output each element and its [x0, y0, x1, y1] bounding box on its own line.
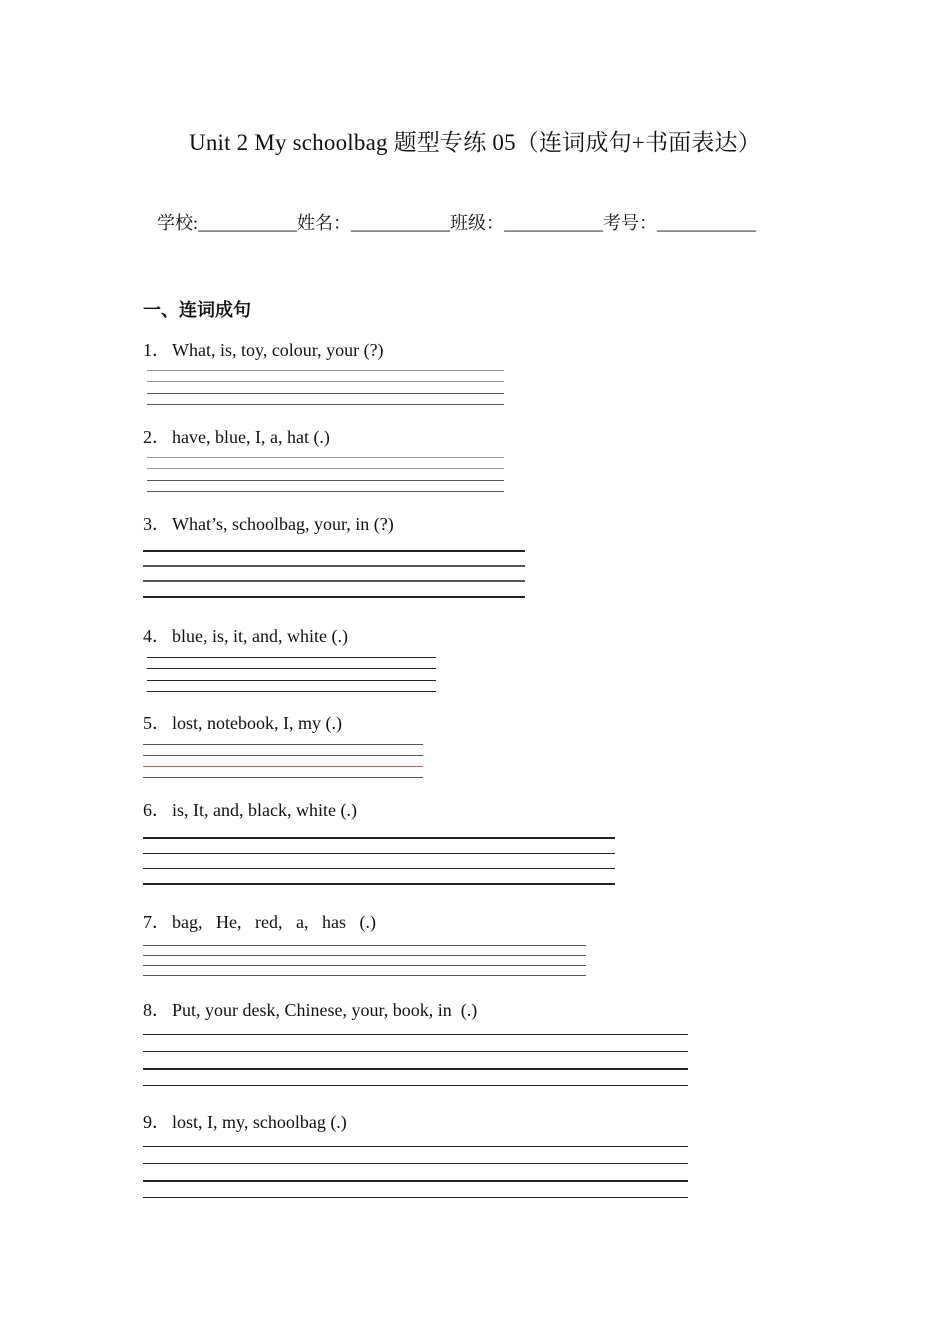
writing-line	[143, 1163, 688, 1164]
writing-line	[147, 691, 436, 692]
writing-line	[143, 755, 423, 756]
question-text: Put, your desk, Chinese, your, book, in (.)	[172, 1000, 478, 1020]
writing-line	[147, 457, 504, 458]
question-text: What’s, schoolbag, your, in (?)	[172, 514, 394, 534]
question-1	[143, 336, 384, 362]
question-number: 4．	[143, 626, 170, 646]
question-number: 2．	[143, 427, 170, 447]
writing-line	[143, 868, 615, 869]
writing-line	[143, 965, 586, 966]
question-number: 3．	[143, 514, 170, 534]
question-text: lost, notebook, I, my (.)	[172, 713, 342, 733]
question-number: 5．	[143, 713, 170, 733]
writing-line	[147, 381, 504, 382]
question-number: 9．	[143, 1112, 170, 1132]
writing-line	[143, 777, 423, 778]
question-number: 7．	[143, 912, 170, 932]
writing-line	[143, 975, 586, 976]
question-3	[143, 510, 394, 536]
question-7	[143, 908, 376, 934]
writing-line	[143, 580, 525, 582]
question-2	[143, 423, 330, 449]
writing-line	[143, 883, 615, 885]
question-6	[143, 796, 357, 822]
section-heading: 一、连词成句	[143, 300, 251, 321]
writing-line	[143, 1068, 688, 1070]
question-number: 6．	[143, 800, 170, 820]
writing-line	[143, 853, 615, 854]
question-9	[143, 1108, 347, 1134]
writing-line	[143, 1180, 688, 1182]
question-text: bag, He, red, a, has (.)	[172, 912, 376, 932]
writing-line	[143, 837, 615, 839]
question-text: is, It, and, black, white (.)	[172, 800, 357, 820]
writing-line	[147, 480, 504, 481]
question-4	[143, 622, 348, 648]
writing-line	[143, 565, 525, 567]
writing-line	[143, 550, 525, 552]
question-text: blue, is, it, and, white (.)	[172, 626, 348, 646]
question-text: have, blue, I, a, hat (.)	[172, 427, 330, 447]
writing-line	[143, 1034, 688, 1035]
writing-line	[143, 744, 423, 745]
question-8	[143, 996, 477, 1022]
question-text: lost, I, my, schoolbag (.)	[172, 1112, 347, 1132]
writing-line	[147, 680, 436, 681]
writing-line	[143, 945, 586, 946]
student-info-line: 学校:___________姓名：___________班级：___________考号：___________	[157, 213, 756, 233]
writing-line	[143, 596, 525, 598]
writing-line	[147, 468, 504, 469]
writing-line	[147, 370, 504, 371]
writing-line-red	[143, 766, 423, 767]
writing-line	[143, 1085, 688, 1086]
question-number: 8．	[143, 1000, 170, 1020]
writing-line	[147, 491, 504, 492]
writing-line	[143, 1197, 688, 1198]
writing-line	[143, 1051, 688, 1052]
question-5	[143, 709, 342, 735]
writing-line	[143, 955, 586, 956]
writing-line	[147, 657, 436, 658]
writing-line	[143, 1146, 688, 1147]
writing-line	[147, 404, 504, 405]
page-title: Unit 2 My schoolbag 题型专练 05（连词成句+书面表达）	[189, 130, 761, 155]
question-text: What, is, toy, colour, your (?)	[172, 340, 384, 360]
writing-line	[147, 668, 436, 669]
writing-line	[147, 393, 504, 394]
question-number: 1．	[143, 340, 170, 360]
